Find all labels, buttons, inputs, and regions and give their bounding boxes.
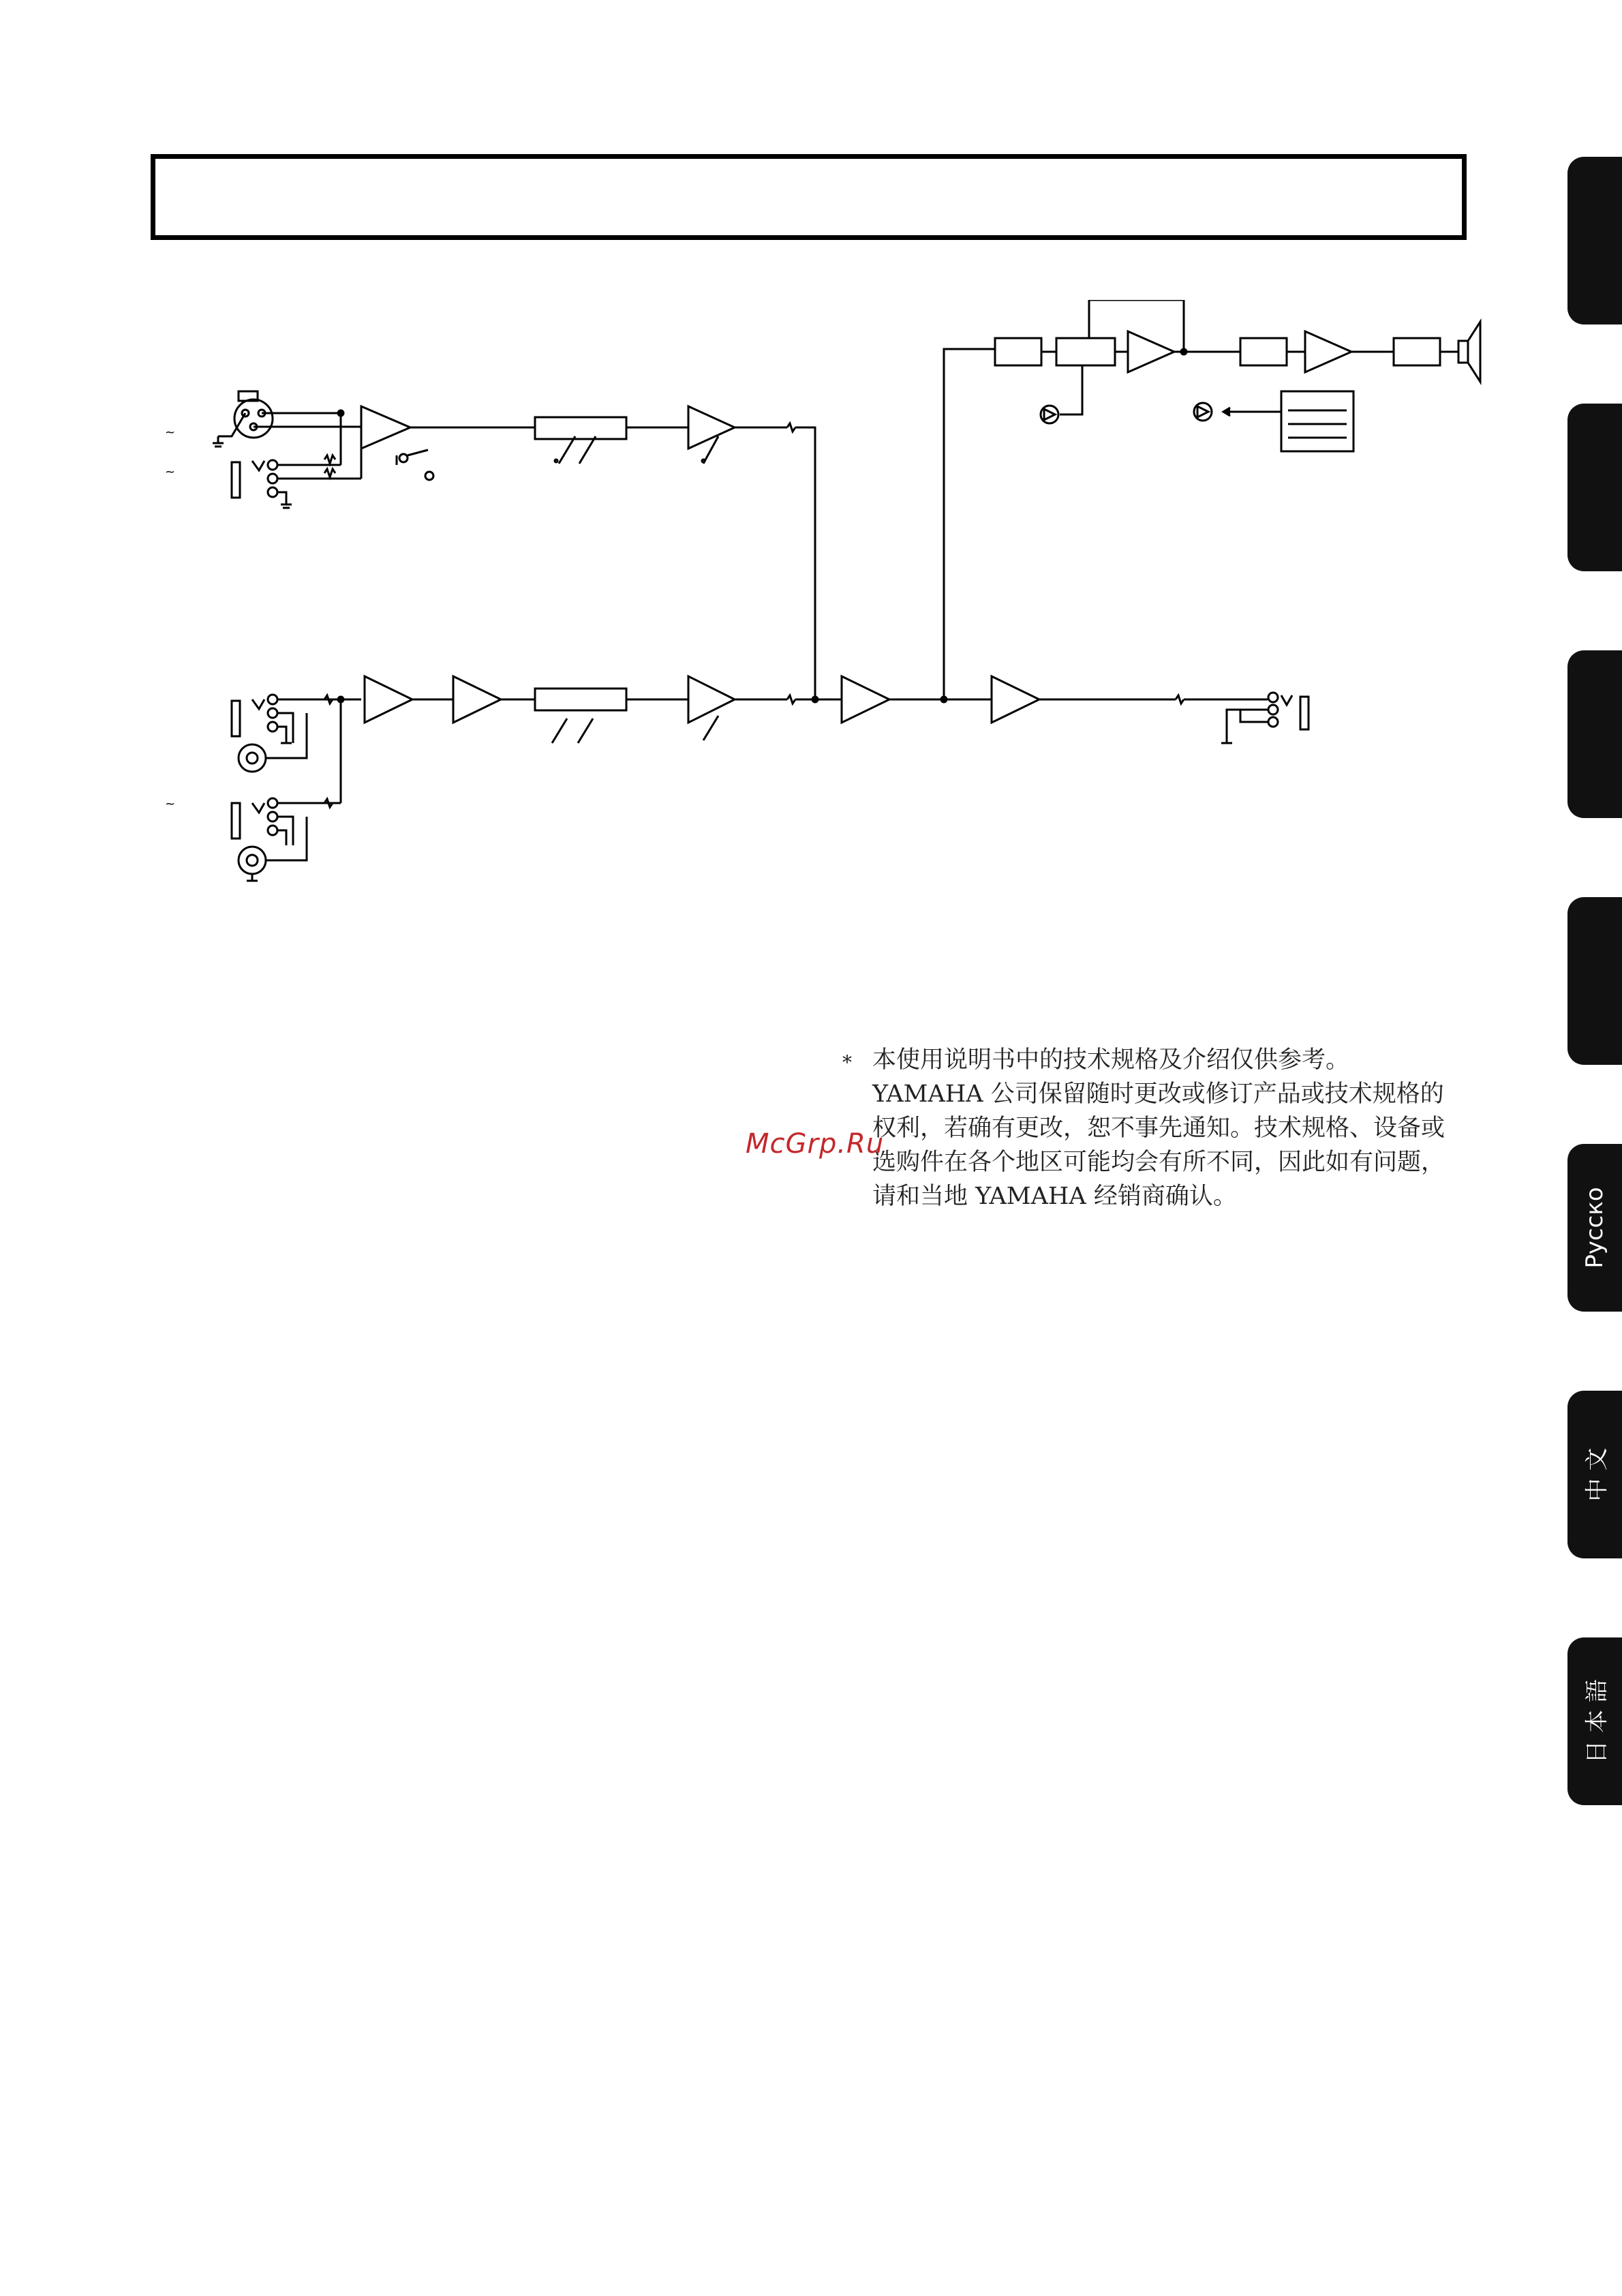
mic-preamp bbox=[361, 406, 410, 449]
phone-jack-3 bbox=[232, 798, 277, 839]
level-amp-2 bbox=[688, 676, 735, 723]
watermark: McGrp.Ru bbox=[746, 1128, 885, 1160]
line-out-amp bbox=[992, 676, 1039, 723]
tab-label-chinese: 中 文 bbox=[1583, 1447, 1611, 1502]
power-filter-block bbox=[1240, 338, 1287, 365]
power-amp bbox=[1305, 331, 1351, 372]
tilde-mark: ~ bbox=[165, 465, 176, 479]
output-protection-block bbox=[1394, 338, 1440, 365]
note-marker: * bbox=[842, 1051, 852, 1074]
hpf-block bbox=[995, 338, 1041, 365]
input-amp bbox=[365, 676, 412, 723]
language-tab-2[interactable] bbox=[1567, 404, 1622, 571]
level-amp-1 bbox=[688, 406, 735, 449]
note-line: 权利，若确有更改，恕不事先通知。技术规格、设备或 bbox=[872, 1115, 1445, 1142]
note-line: 选购件在各个地区可能均会有所不同，因此如有问题， bbox=[872, 1149, 1445, 1176]
rca-jack-1 bbox=[239, 744, 266, 772]
language-tab-3[interactable] bbox=[1567, 650, 1622, 818]
speaker bbox=[1458, 322, 1480, 382]
tilde-mark: ~ bbox=[165, 797, 176, 811]
phone-jack-2 bbox=[232, 695, 277, 736]
spec-note bbox=[842, 1043, 1469, 1213]
line-out-jack bbox=[1268, 693, 1309, 729]
note-line: YAMAHA 公司保留随时更改或修订产品或技术规格的 bbox=[872, 1081, 1444, 1108]
rca-jack-2 bbox=[239, 847, 266, 874]
xlr-input-jack bbox=[234, 391, 273, 438]
language-tab-4[interactable] bbox=[1567, 897, 1622, 1065]
tab-label-russian: Русско bbox=[1581, 1187, 1608, 1269]
power-preamp bbox=[1128, 331, 1174, 372]
language-tab-1[interactable] bbox=[1567, 157, 1622, 324]
eq-block-1 bbox=[535, 417, 626, 439]
eq-block-2 bbox=[535, 689, 626, 710]
note-line: 本使用说明书中的技术规格及介绍仅供参考。 bbox=[872, 1046, 1350, 1074]
title-box bbox=[151, 154, 1467, 240]
protection-circuit bbox=[1281, 391, 1353, 451]
tab-label-japanese: 日 本 語 bbox=[1583, 1679, 1611, 1764]
limiter-block bbox=[1056, 338, 1115, 365]
tilde-mark: ~ bbox=[165, 425, 176, 440]
limit-led bbox=[1041, 406, 1058, 423]
buffer-amp bbox=[453, 676, 501, 723]
phone-jack-1 bbox=[232, 460, 277, 498]
power-led bbox=[1194, 403, 1212, 421]
block-diagram bbox=[150, 300, 1499, 913]
mix-amp bbox=[842, 676, 889, 723]
note-line: 请和当地 YAMAHA 经销商确认。 bbox=[872, 1183, 1237, 1210]
